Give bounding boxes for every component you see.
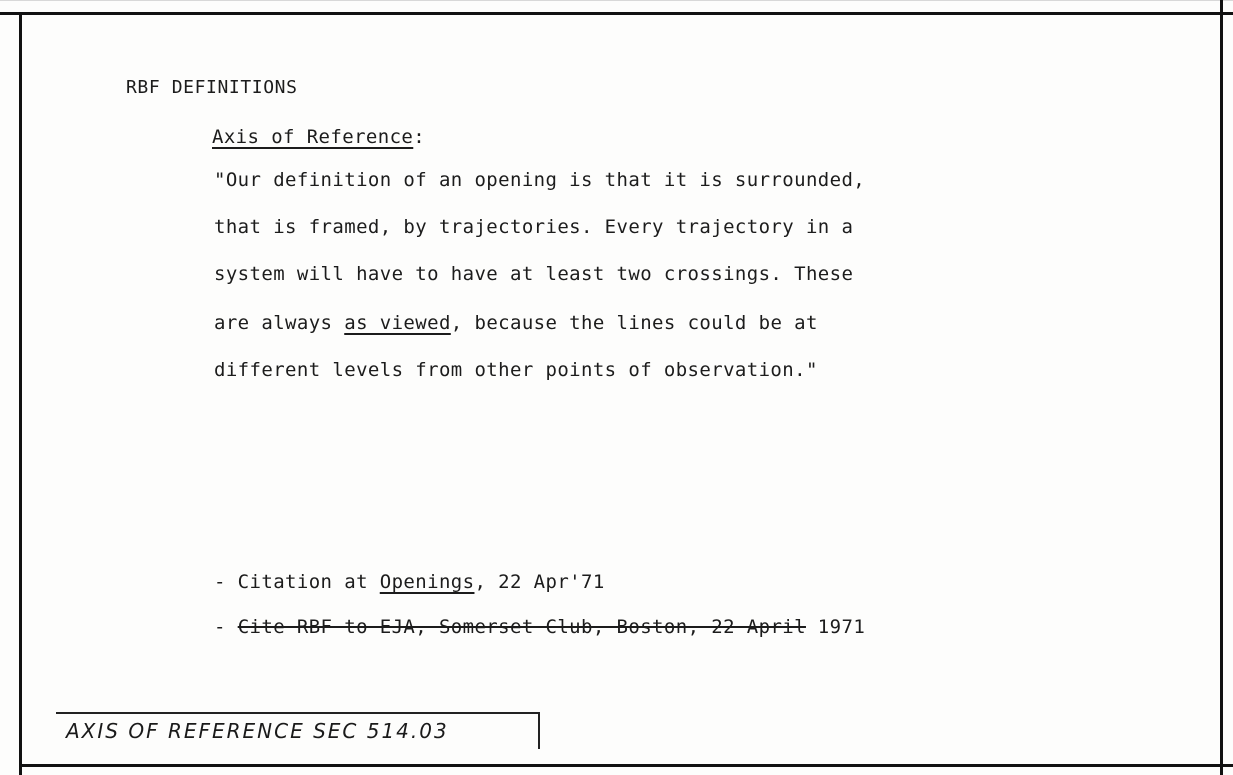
citation-2	[214, 616, 865, 638]
quote-line-5: different levels from other points of observation."	[214, 359, 818, 381]
citation-1-prefix: - Citation at	[214, 571, 380, 593]
card-top-border	[0, 12, 1233, 15]
card-left-border	[19, 12, 22, 775]
top-edge	[0, 0, 1233, 1]
quote-line-4	[214, 312, 818, 334]
citation-1-source: Openings	[379, 571, 475, 593]
card-bottom-border	[19, 764, 1233, 767]
card-right-border	[1220, 0, 1223, 775]
citation-2-year: 1971	[805, 616, 866, 638]
definition-title	[212, 126, 425, 148]
quote-line-2: that is framed, by trajectories. Every trajectory in a	[214, 216, 854, 238]
quote-line-4-start: are always	[214, 312, 345, 334]
citation-2-prefix: -	[214, 616, 238, 638]
definition-title-text: Axis of Reference	[212, 126, 414, 148]
citation-1	[214, 571, 605, 593]
definition-title-colon: :	[413, 126, 426, 148]
quote-line-4-rest: , because the lines could be at	[450, 312, 818, 334]
citation-1-date: , 22 Apr'71	[474, 571, 605, 593]
quote-line-1: "Our definition of an opening is that it is surrounded,	[214, 169, 866, 191]
card-heading: RBF DEFINITIONS	[126, 77, 298, 98]
citation-2-struck-text: Cite RBF to EJA, Somerset Club, Boston, 22 April	[237, 616, 806, 638]
quote-line-3: system will have to have at least two crossings. These	[214, 263, 854, 285]
footer-handwritten-label: AXIS OF REFERENCE SEC 514.03	[66, 719, 449, 743]
quote-line-4-emphasis: as viewed	[344, 312, 451, 334]
